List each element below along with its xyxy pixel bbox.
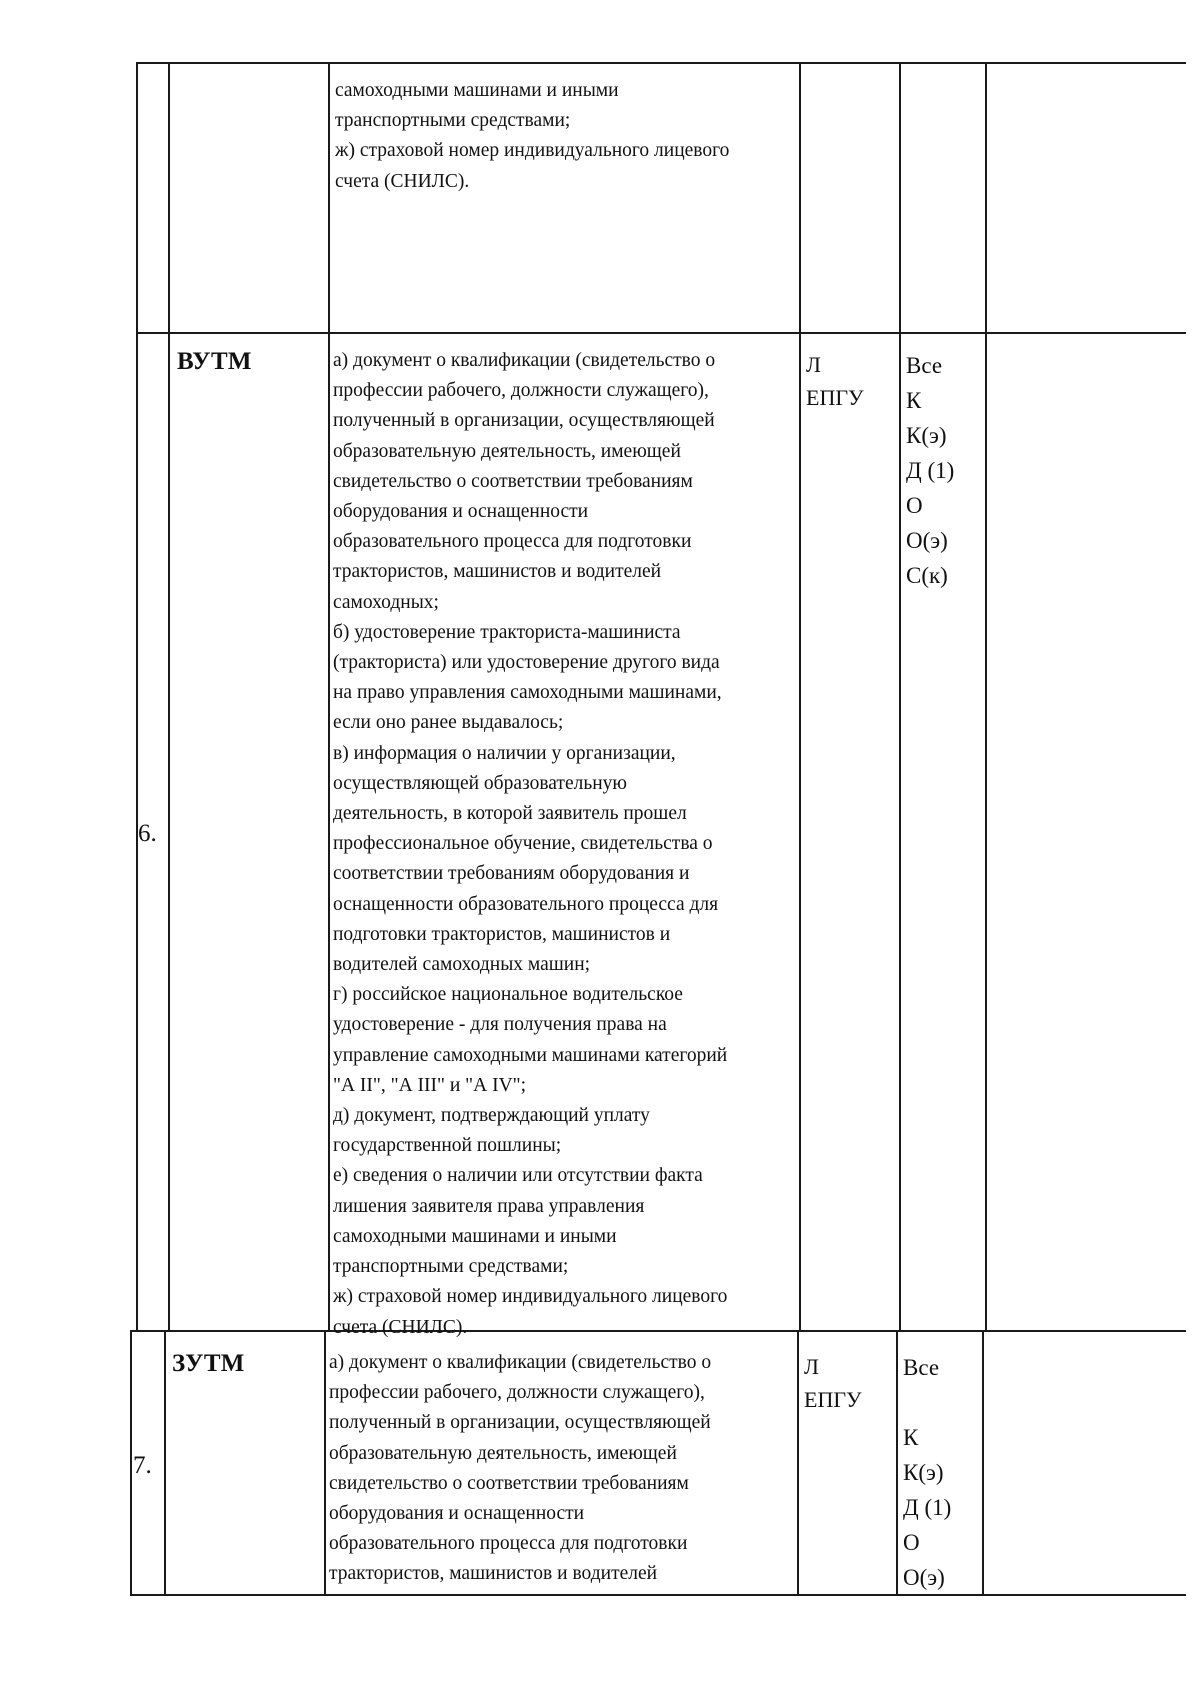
table-divider-documents-row7 xyxy=(324,1330,326,1595)
mark-item: К(э) xyxy=(906,423,947,448)
table-divider-code-row7 xyxy=(164,1330,166,1595)
row-documents-text: а) документ о квалификации (свидетельство о профессии рабочего, должности служащего), полученный в организации, осуществляющей образовательную деятельность, имеющей свидетельство о соответствии требованиям оборудования и оснащенности образовательного процесса для подготовки трактористов, машинистов и водителей самоходных; б) удостоверение тракториста-машиниста (тракториста) или удостоверение другого вида на право управления самоходными машинами, если оно ранее выдавалось; в) информация о наличии у организации, осуществляющей образовательную деятельность, в которой заявитель прошел профессиональное обучение, свидетельства о соответствии требованиям оборудования и оснащенности образовательного процесса для подготовки трактористов, машинистов и водителей самоходных машин; г) российское национальное водительское удостоверение - для получения права на управление самоходными машинами категорий "А II", "А III" и "А IV"; д) документ, подтверждающий уплату государственной пошлины; е) сведения о наличии или отсутствии факта лишения заявителя права управления самоходными машинами и иными транспортными средствами; ж) страховой номер индивидуального лицевого счета (СНИЛС). xyxy=(333,350,728,1338)
table-border-left-row7 xyxy=(130,1330,132,1595)
channel-item: ЕПГУ xyxy=(806,385,864,410)
mark-item: К xyxy=(906,388,922,413)
table-divider-channels-row7 xyxy=(797,1330,799,1595)
row-marks xyxy=(906,348,954,593)
row-number: 6. xyxy=(138,820,157,847)
mark-item: О xyxy=(906,493,923,518)
mark-item: Все xyxy=(906,353,943,378)
table-divider-marks-row7 xyxy=(896,1330,898,1595)
table-divider-channels xyxy=(799,62,801,1330)
mark-item: О xyxy=(903,1530,920,1555)
table-border-left xyxy=(136,62,138,1330)
mark-item: Д (1) xyxy=(906,458,955,483)
mark-item: К xyxy=(903,1425,919,1450)
row-channels xyxy=(806,348,864,414)
table-divider-marks xyxy=(899,62,901,1330)
mark-item: Д (1) xyxy=(903,1495,952,1520)
continuation-documents-text: самоходными машинами и иными транспортными средствами; ж) страховой номер индивидуального лицевого счета (СНИЛС). xyxy=(335,80,730,192)
channel-item: ЕПГУ xyxy=(804,1387,862,1412)
mark-item xyxy=(903,1385,951,1420)
table-divider-last xyxy=(985,62,987,1330)
table-divider-code xyxy=(168,62,170,1330)
mark-item: Все xyxy=(903,1355,940,1380)
table-divider-last-row7 xyxy=(982,1330,984,1595)
row6-top-border xyxy=(136,332,1186,334)
mark-item: К(э) xyxy=(903,1460,944,1485)
row-channels xyxy=(804,1350,862,1416)
row-marks xyxy=(903,1350,951,1595)
row-number: 7. xyxy=(133,1452,152,1479)
mark-item: О(э) xyxy=(903,1565,945,1590)
table-bottom-border xyxy=(130,1594,1186,1596)
row-documents-text: а) документ о квалификации (свидетельство о профессии рабочего, должности служащего), полученный в организации, осуществляющей образовательную деятельность, имеющей свидетельство о соответствии требованиям оборудования и оснащенности образовательного процесса для подготовки трактористов, машинистов и водителей xyxy=(329,1352,712,1585)
table-divider-documents xyxy=(328,62,330,1330)
mark-item: С(к) xyxy=(906,563,948,588)
row-code: ЗУТМ xyxy=(172,1350,245,1377)
row-code: ВУТМ xyxy=(177,348,252,375)
mark-item: О(э) xyxy=(906,528,948,553)
channel-item: Л xyxy=(804,1354,819,1379)
table-top-border xyxy=(136,62,1186,64)
channel-item: Л xyxy=(806,352,821,377)
